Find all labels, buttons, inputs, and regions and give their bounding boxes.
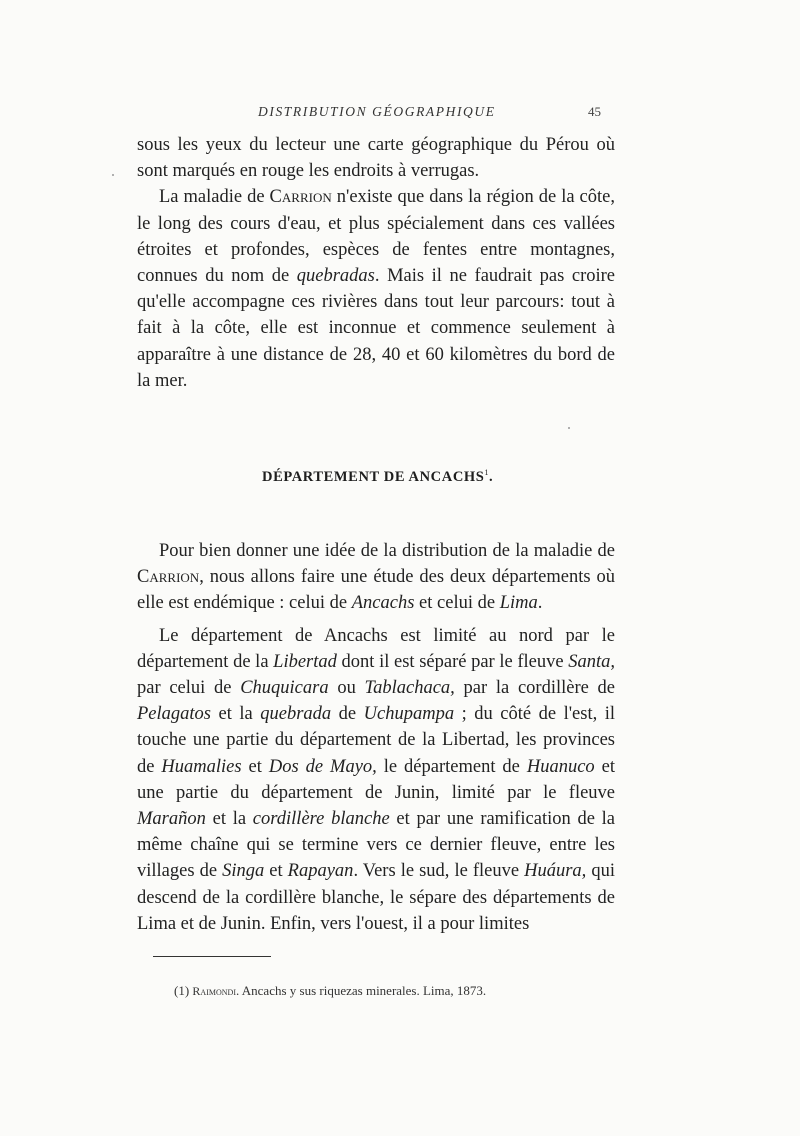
italic-term: Rapayan xyxy=(287,861,354,882)
text-run: de xyxy=(331,704,364,725)
paragraph-boundaries xyxy=(137,623,615,937)
text-run: et la xyxy=(211,704,261,725)
body-text-bottom xyxy=(137,538,615,937)
footnote-number: (1) xyxy=(174,983,193,998)
italic-term: quebrada xyxy=(260,704,332,725)
italic-term: Marañon xyxy=(137,809,206,830)
italic-term: quebradas xyxy=(296,266,375,287)
text-run: n'existe que dans la région de la côte, le long des cours d'eau, et plus spécialement dans ces vallées étroites et profondes, espèces de fentes entre montagnes, connues du nom de xyxy=(137,187,615,287)
text-run: . Vers le sud, le fleuve xyxy=(353,861,525,882)
text-run: et par une ramification de la même chaîne qui se termine vers ce dernier fleuve, entre les villages de xyxy=(137,809,616,882)
italic-term: Uchupampa xyxy=(363,704,455,725)
text-run: ; du côté de l'est, il touche une partie du département de la Libertad, les provinces de xyxy=(137,704,616,777)
italic-term: Tablachaca, xyxy=(364,678,455,699)
footnote-rule xyxy=(153,956,271,957)
italic-term: Huanuco xyxy=(526,756,595,777)
italic-term: Pelagatos xyxy=(137,704,211,725)
paragraph-continuation xyxy=(137,132,615,184)
author-name-carrion: Carrion xyxy=(137,567,200,588)
text-run: par la cordillère de xyxy=(454,678,615,699)
text-run: et xyxy=(264,861,288,882)
italic-term: Lima xyxy=(499,593,538,614)
running-head: DISTRIBUTION GÉOGRAPHIQUE xyxy=(258,104,496,119)
italic-term: Singa xyxy=(222,861,265,882)
italic-term: Dos de Mayo, xyxy=(268,756,377,777)
footnote-marker: 1 xyxy=(484,468,490,477)
text-run: . Mais il ne faudrait pas croire qu'elle accompagne ces rivières dans tout leur parcours: tout à fait à la côte, elle est inconnue et commence seulement à apparaître à une distance de 28, 40 et 60 kilomètres du bord de la mer. xyxy=(137,266,615,391)
section-heading-text: DÉPARTEMENT DE ANCACHS xyxy=(262,468,485,485)
footnote xyxy=(174,983,486,999)
author-name-carrion: Carrion xyxy=(269,187,332,208)
italic-term: Chuquicara xyxy=(240,678,329,699)
text-run: . xyxy=(537,593,543,614)
page-number: 45 xyxy=(588,104,601,119)
text-run: et celui de xyxy=(414,593,500,614)
text-run: et une partie du département de Junin, limité par le fleuve xyxy=(137,756,615,803)
footnote-author: Raimondi xyxy=(192,984,236,998)
text-run: et la xyxy=(205,809,253,830)
text-run: le département de xyxy=(376,756,527,777)
text-run: qui descend de la cordillère blanche, le sépare des départements de Lima et de Junin. Enfin, vers l'ouest, il a pour limites xyxy=(137,861,615,934)
text-run: Pour bien donner une idée de la distribution de la maladie de xyxy=(159,541,615,561)
text-run: par celui de xyxy=(137,678,241,699)
text-run: La maladie de xyxy=(159,187,270,208)
italic-term: Huamalies xyxy=(161,756,242,777)
italic-term: Huáura, xyxy=(524,861,587,882)
print-speck xyxy=(568,427,570,429)
italic-term: cordillère blanche xyxy=(252,809,390,830)
paragraph-intro xyxy=(137,538,615,617)
text-run: , nous allons faire une étude des deux départements où elle est endémique : celui de xyxy=(137,567,615,614)
text-run: ou xyxy=(328,678,365,699)
paragraph-text: sous les yeux du lecteur une carte géographique du Pérou où sont marqués en rouge les endroits à verrugas. xyxy=(137,135,615,182)
print-speck xyxy=(112,174,114,176)
italic-term: Santa, xyxy=(568,651,615,672)
text-run: et xyxy=(241,756,269,777)
heading-period: . xyxy=(489,468,494,485)
italic-term: Ancachs xyxy=(351,593,415,614)
body-text-top xyxy=(137,132,615,394)
paragraph-coast-region xyxy=(137,184,615,394)
italic-term: Libertad xyxy=(273,651,337,672)
section-heading xyxy=(262,468,493,486)
text-run: Le département de Ancachs est limité au nord par le département de la xyxy=(137,625,615,672)
text-run: dont il est séparé par le fleuve xyxy=(336,651,569,672)
footnote-text: . Ancachs y sus riquezas minerales. Lima, 1873. xyxy=(235,983,487,998)
